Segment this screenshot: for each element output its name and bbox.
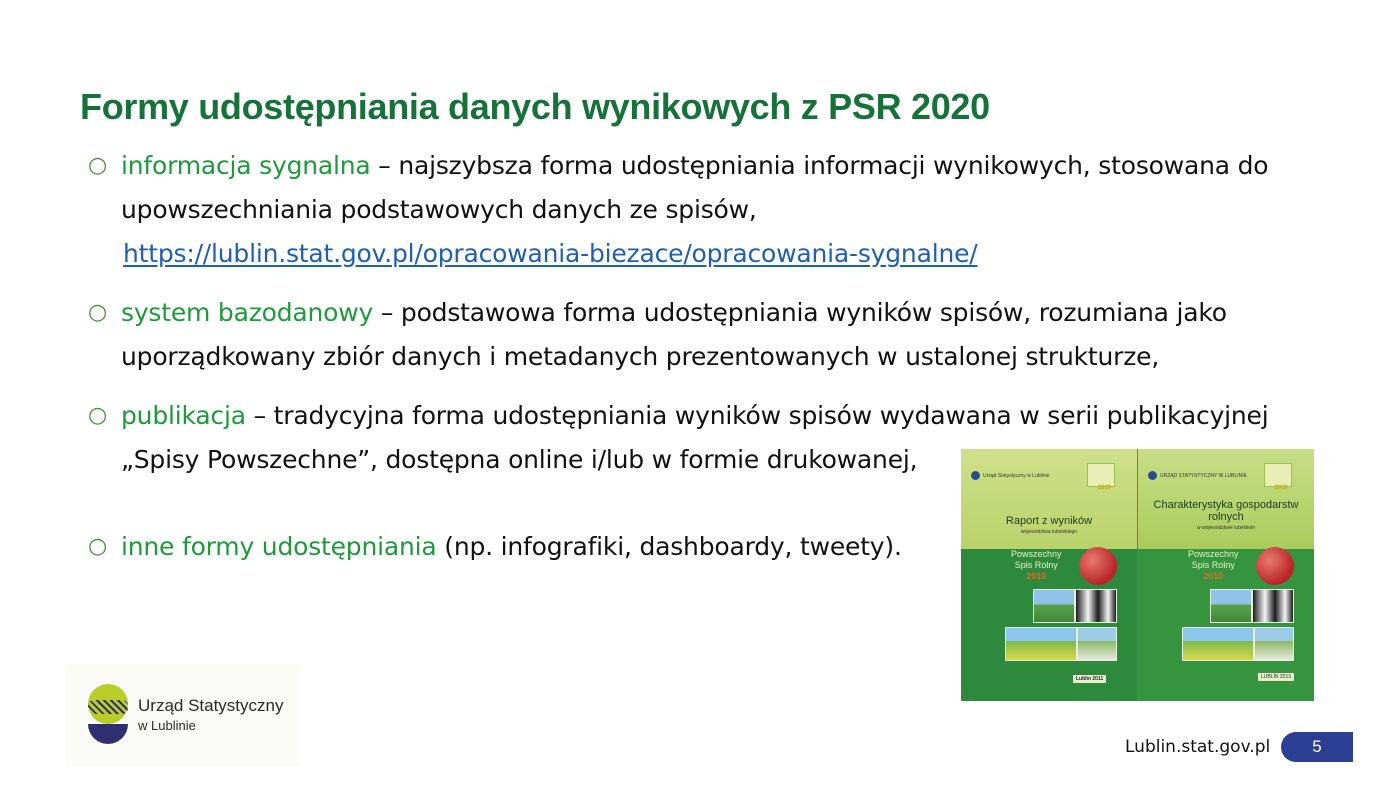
- apple-photo: [1079, 547, 1117, 585]
- bullet-marker-icon: ○: [88, 403, 107, 428]
- office-logo: [66, 664, 300, 766]
- chart-thumbnail-icon: [1264, 463, 1292, 487]
- cows-photo: [1075, 589, 1117, 623]
- sheep-photo: [1254, 627, 1294, 661]
- apple-photo: [1256, 547, 1294, 585]
- cover-series: Powszechny Spis Rolny 2010: [1188, 549, 1239, 581]
- bullet-marker-icon: ○: [88, 534, 107, 559]
- landscape-photo: [1210, 589, 1252, 623]
- bullet-marker-icon: ○: [88, 300, 107, 325]
- chart-thumbnail-icon: [1087, 463, 1115, 487]
- cover-year-badge: 2010: [1274, 485, 1288, 491]
- bullet-description: – tradycyjna forma udostępniania wyników spisów wydawana w serii publikacyjnej „Spisy Powszechne”, dostępna online i/lub w formie drukowanej,: [121, 401, 1269, 474]
- bullet-description: – podstawowa forma udostępniania wyników spisów, rozumiana jako uporządkowany zbiór danych i metadanych prezentowanych w ustalonej strukturze,: [121, 298, 1227, 371]
- cover-series: Powszechny Spis Rolny 2010: [1011, 549, 1062, 581]
- cover-subtitle: w województwie lubelskim: [1196, 525, 1256, 531]
- slide-title: Formy udostępniania danych wynikowych z PSR 2020: [80, 86, 990, 127]
- page-number-badge: 5: [1281, 732, 1353, 762]
- bullet-text: [121, 291, 1281, 379]
- bullet-text: [121, 144, 1281, 276]
- cows-photo: [1252, 589, 1294, 623]
- cover-year-badge: 2010: [1097, 485, 1111, 491]
- sheep-photo: [1077, 627, 1117, 661]
- office-logo-icon: [971, 471, 980, 480]
- site-url: Lublin.stat.gov.pl: [1125, 737, 1271, 757]
- publication-cover: [1138, 449, 1314, 701]
- landscape-photo: [1033, 589, 1075, 623]
- bullet-term: publikacja: [121, 401, 246, 430]
- cover-imprint: LUBLIN 2013: [1258, 673, 1294, 681]
- bullet-term: inne formy udostępniania: [121, 532, 437, 561]
- cover-office: URZĄD STATYSTYCZNY W LUBLINIE: [1160, 473, 1247, 479]
- cover-title: Charakterystyka gospodarstw rolnych: [1153, 499, 1299, 523]
- office-logo-icon: [1148, 471, 1157, 480]
- logo-name: Urząd Statystyczny: [138, 696, 284, 715]
- cover-title: Raport z wyników: [1005, 515, 1093, 527]
- bullet-description: (np. infografiki, dashboardy, tweety).: [436, 532, 902, 561]
- cover-imprint: Lublin 2011: [1073, 675, 1106, 683]
- field-photo: [1005, 627, 1077, 661]
- opracowania-sygnalne-link[interactable]: https://lublin.stat.gov.pl/opracowania-biezace/opracowania-sygnalne/: [123, 239, 978, 268]
- publication-cover: [961, 449, 1137, 701]
- bullet-marker-icon: ○: [88, 153, 107, 178]
- bullet-term: informacja sygnalna: [121, 151, 371, 180]
- bullet-description: – najszybsza forma udostępniania informacji wynikowych, stosowana do upowszechniania podstawowych danych ze spisów,: [121, 151, 1269, 224]
- field-photo: [1182, 627, 1254, 661]
- cover-subtitle: województwa lubelskiego: [1020, 529, 1078, 535]
- cover-office: Urząd Statystyczny w Lublinie: [983, 473, 1050, 479]
- bullet-term: system bazodanowy: [121, 298, 374, 327]
- logo-subtitle: w Lublinie: [138, 718, 196, 733]
- publication-covers-image: [961, 449, 1314, 701]
